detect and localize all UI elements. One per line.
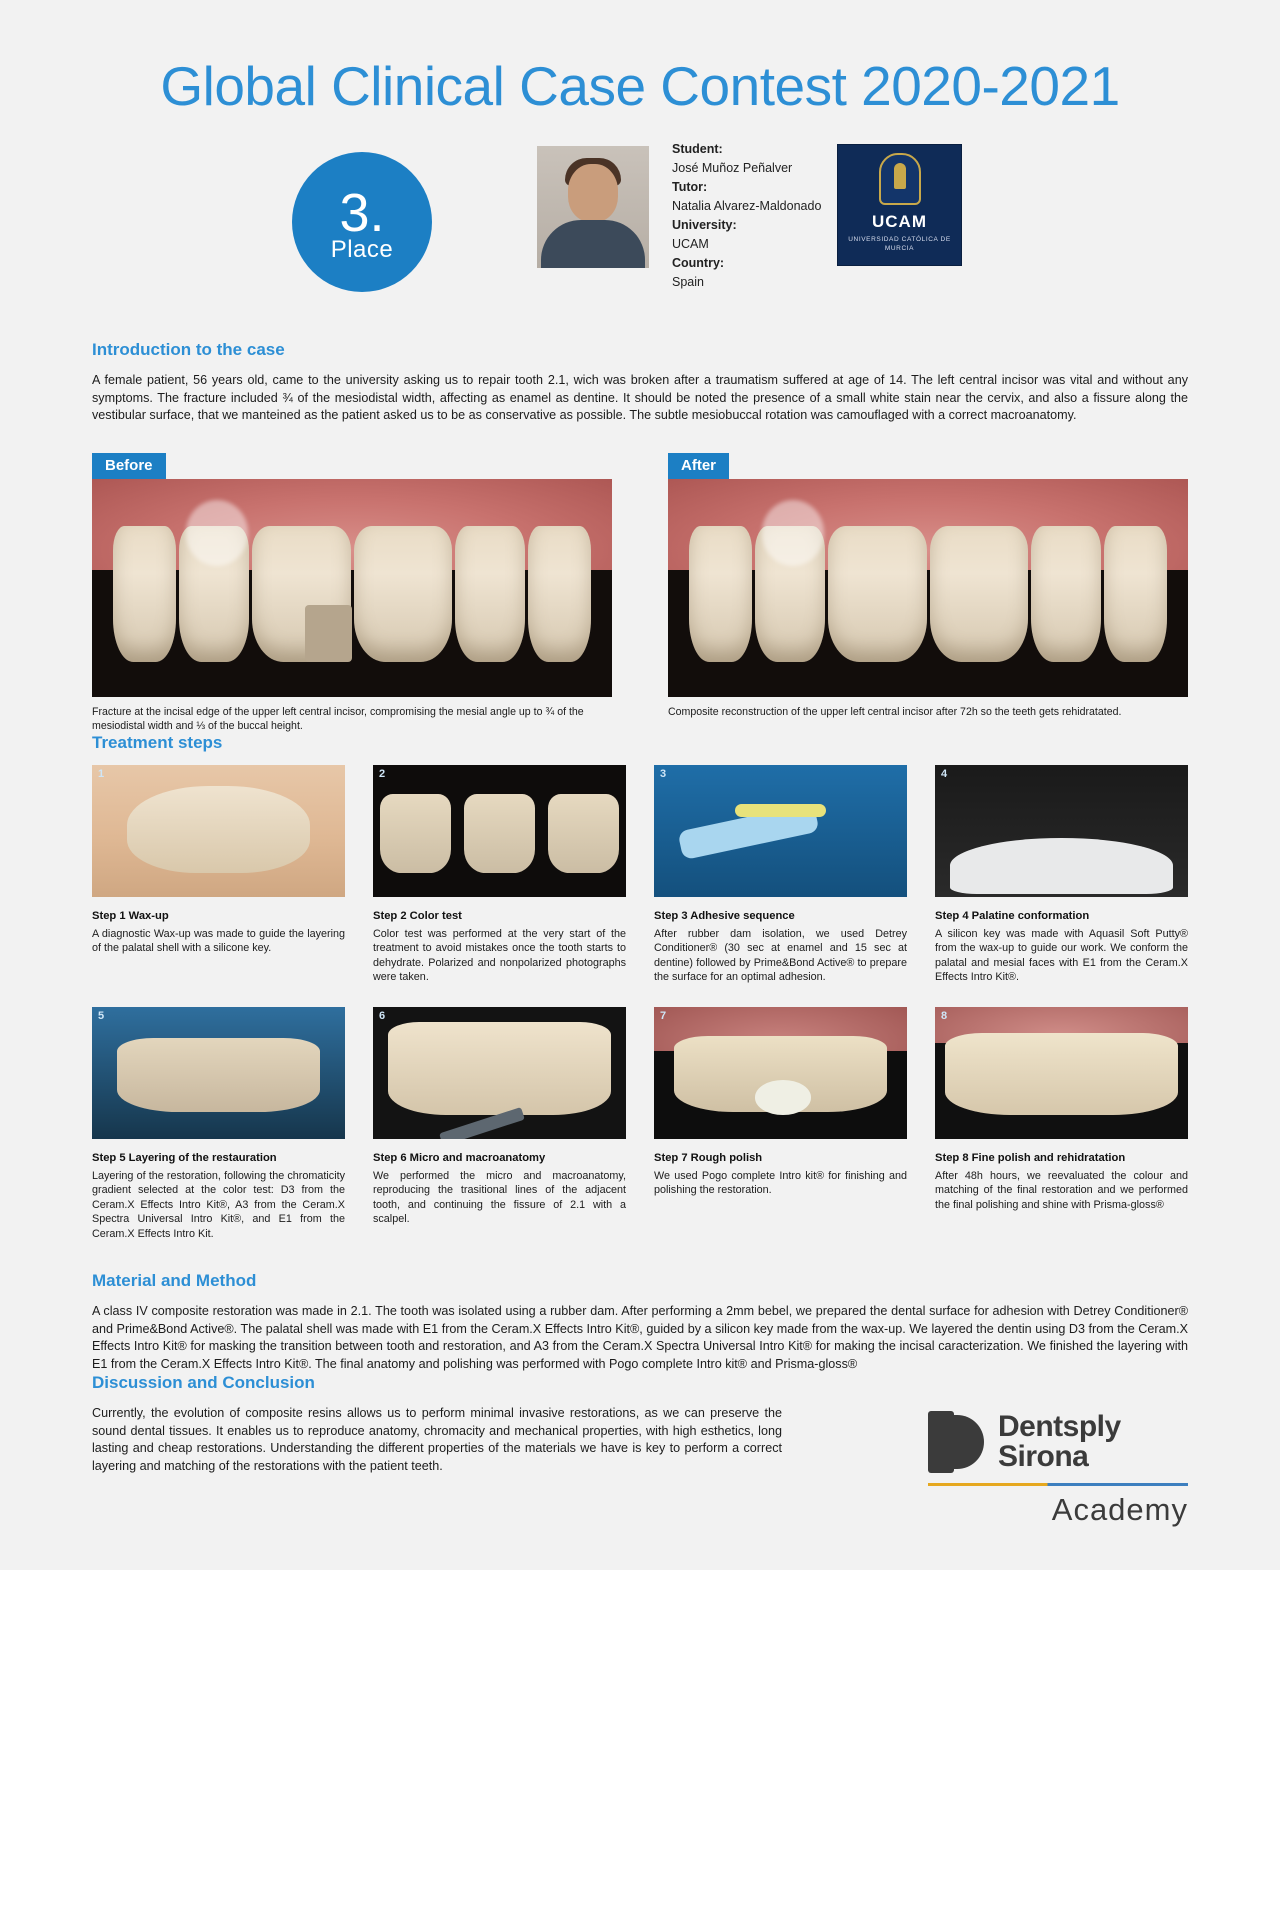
crest-icon [879, 153, 921, 205]
tooth [828, 526, 926, 661]
step-card [373, 765, 626, 985]
before-photo [92, 479, 612, 697]
step-text: After rubber dam isolation, we used Detrey Conditioner® (30 sec at enamel and 15 sec at dentine) followed by Prime&Bond Active® to prepare the surface for an optimal adhesion. [654, 927, 907, 983]
brand-wordmark [998, 1412, 1121, 1472]
before-column [92, 453, 612, 733]
brand-line-2: Sirona [998, 1440, 1089, 1473]
before-caption: Fracture at the incisal edge of the upper left central incisor, compromising the mesial angle up to ¾ of the mesiodistal width and ⅓ of the buccal height. [92, 705, 584, 732]
photo-panel-polarized [373, 765, 457, 897]
material-method-text: A class IV composite restoration was made in 2.1. The tooth was isolated using a rubber dam. After performing a 2mm bebel, we prepared the dental surface for adhesion with Detrey Conditioner® and Prime&Bond Active®. The palatal shell was made with E1 from the Ceram.X Effects Intro Kit®, guided by a silicon key made from the wax-up. We layered the dentin using D3 from the Ceram.X Effects Intro Kit® for masking the transition between tooth and restoration, and A3 from the Ceram.X Spectra Universal Intro Kit® for making the incisal caracterization. We finished the layering with E1 from the Ceram.X Effects Intro Kit®. The final anatomy and polishing was performed with Pogo complete Intro kit® and Prisma-gloss® [92, 1304, 1188, 1371]
step-text: We performed the micro and macroanatomy, reproducing the trasitional lines of the adjacent tooth, and continuing the fissure of 2.1 with a scalpel. [373, 1169, 626, 1225]
step-title: Step 2 Color test [373, 909, 462, 922]
step-number: 6 [379, 1009, 386, 1022]
university-name: UCAM [672, 237, 709, 251]
step-title: Step 4 Palatine conformation [935, 909, 1090, 922]
step-text: Layering of the restoration, following the chromaticity gradient selected at the color test: D3 from the Ceram.X Effects Intro Kit®, A3 from the Ceram.X Spectra Universal Intro Kit®, and E1 from the Ceram.X Effects Intro Kit. [92, 1169, 345, 1240]
discussion-heading: Discussion and Conclusion [92, 1373, 315, 1392]
step-number: 3 [660, 767, 667, 780]
step-3-photo [654, 765, 907, 897]
header-band [92, 140, 1188, 340]
step-card [654, 765, 907, 985]
step-6-photo [373, 1007, 626, 1139]
specular-highlight [186, 500, 248, 565]
tooth [464, 794, 535, 873]
step-card [373, 1007, 626, 1242]
step-5-photo [92, 1007, 345, 1139]
treatment-steps-heading: Treatment steps [92, 732, 223, 752]
fracture-area [305, 605, 352, 662]
step-text: After 48h hours, we reevaluated the colour and matching of the final restoration and we performed the final polishing and shine with Prisma-gloss® [935, 1169, 1188, 1211]
university-logo [837, 144, 962, 266]
tooth [113, 526, 176, 661]
step-card [92, 1007, 345, 1242]
applicator-tip [735, 804, 826, 817]
place-label: Place [330, 236, 394, 263]
country-label: Country: [672, 256, 725, 270]
tooth [548, 794, 619, 873]
step-text: We used Pogo complete Intro kit® for finishing and polishing the restoration. [654, 1169, 907, 1196]
step-card [935, 765, 1188, 985]
photo-panel-shade-tab [542, 765, 626, 897]
step-text: A silicon key was made with Aquasil Soft Putty® from the wax-up to guide our work. We conform the palatal and mesial faces with E1 from the Ceram.X Effects Intro Kit®. [935, 927, 1188, 983]
waxup-model [127, 786, 309, 873]
introduction-text: A female patient, 56 years old, came to the university asking us to repair tooth 2.1, wich was broken after a traumatism suffered at age of 14. The left central incisor was vital and without any symptoms. The fracture included ¾ of the mesiodistal width, affecting as enamel as dentine. It should be noted the presence of a small white stain near the cervix, and also a fissure along the vestibular surface, that we manteined as the patient asked us to be as conservative as possible. The subtle mesiobuccal rotation was camouflaged with a correct macroanatomy. [92, 373, 1188, 422]
discussion-row [92, 1405, 1188, 1528]
place-badge [292, 152, 432, 292]
tooth [945, 1033, 1178, 1115]
poster-footer-sections [0, 1241, 1280, 1528]
introduction-heading: Introduction to the case [92, 340, 285, 359]
tutor-name: Natalia Alvarez-Maldonado [672, 199, 822, 213]
after-caption: Composite reconstruction of the upper left central incisor after 72h so the teeth gets rehidratated. [668, 705, 1122, 718]
silicone-key [950, 838, 1173, 893]
participant-details [672, 140, 821, 292]
brand-academy-label: Academy [1051, 1492, 1188, 1527]
place-number: 3. [339, 183, 385, 243]
student-name: José Muñoz Peñalver [672, 161, 793, 175]
step-number: 5 [98, 1009, 105, 1022]
step-number: 7 [660, 1009, 667, 1022]
step-1-photo [92, 765, 345, 897]
dentsply-sirona-academy-logo [928, 1405, 1188, 1528]
step-text: Color test was performed at the very start of the treatment to avoid mistakes once the tooth starts to dehydrate. Polarized and nonpolarized photographs were taken. [373, 927, 626, 983]
university-logo-subtitle: UNIVERSIDAD CATÓLICA DE MURCIA [848, 236, 951, 252]
after-photo [668, 479, 1188, 697]
tooth [1104, 526, 1167, 661]
step-card [654, 1007, 907, 1242]
after-tag: After [668, 453, 729, 479]
step-2-photo [373, 765, 626, 897]
university-label: University: [672, 218, 737, 232]
step-title: Step 6 Micro and macroanatomy [373, 1151, 546, 1164]
brand-line-1: Dentsply [998, 1410, 1121, 1443]
tooth [1031, 526, 1101, 661]
step-title: Step 5 Layering of the restauration [92, 1151, 277, 1164]
after-teeth [689, 526, 1167, 661]
university-logo-name: UCAM [872, 212, 927, 231]
tooth [354, 526, 452, 661]
tooth [528, 526, 591, 661]
polishing-disc [755, 1080, 811, 1114]
photo-panel-nonpolarized [457, 765, 541, 897]
after-column [668, 453, 1188, 733]
portrait-face [568, 164, 618, 222]
anatomy-tooth [388, 1022, 611, 1114]
specular-highlight [762, 500, 824, 565]
treatment-steps-grid [92, 765, 1188, 1242]
step-number: 4 [941, 767, 948, 780]
brand-lockup [928, 1411, 1188, 1473]
step-title: Step 7 Rough polish [654, 1151, 763, 1164]
step-number: 8 [941, 1009, 948, 1022]
step-card [935, 1007, 1188, 1242]
before-tag: Before [92, 453, 166, 479]
tooth [455, 526, 525, 661]
country-name: Spain [672, 275, 704, 289]
before-teeth [113, 526, 591, 661]
poster-lower-background [0, 1570, 1280, 1920]
student-portrait [537, 146, 649, 268]
step-title: Step 1 Wax-up [92, 909, 169, 922]
tooth [380, 794, 451, 873]
step-text: A diagnostic Wax-up was made to guide the layering of the palatal shell with a silicone key. [92, 927, 345, 954]
tooth [930, 526, 1028, 661]
discussion-text: Currently, the evolution of composite resins allows us to perform minimal invasive restorations, as we can preserve the sound dental tissues. It enables us to reproduce anatomy, chromacity and mechanical properties, with high esthetics, long lasting and cheap restorations. Understanding the different properties of the materials we have is key to perform a correct layering and matching of the restorations with the patient teeth. [92, 1406, 782, 1473]
step-card [92, 765, 345, 985]
material-method-heading: Material and Method [92, 1271, 257, 1290]
step-title: Step 3 Adhesive sequence [654, 909, 795, 922]
step-number: 1 [98, 767, 105, 780]
step-number: 2 [379, 767, 386, 780]
before-after-row [92, 453, 1188, 733]
student-label: Student: [672, 142, 723, 156]
layered-tooth [117, 1038, 319, 1112]
step-8-photo [935, 1007, 1188, 1139]
portrait-body [541, 220, 645, 268]
brand-divider [928, 1483, 1188, 1486]
step-title: Step 8 Fine polish and rehidratation [935, 1151, 1126, 1164]
dentsply-sirona-mark-icon [928, 1411, 984, 1473]
tutor-label: Tutor: [672, 180, 708, 194]
step-7-photo [654, 1007, 907, 1139]
tooth [689, 526, 752, 661]
step-4-photo [935, 765, 1188, 897]
page-title: Global Clinical Case Contest 2020-2021 [160, 55, 1120, 117]
